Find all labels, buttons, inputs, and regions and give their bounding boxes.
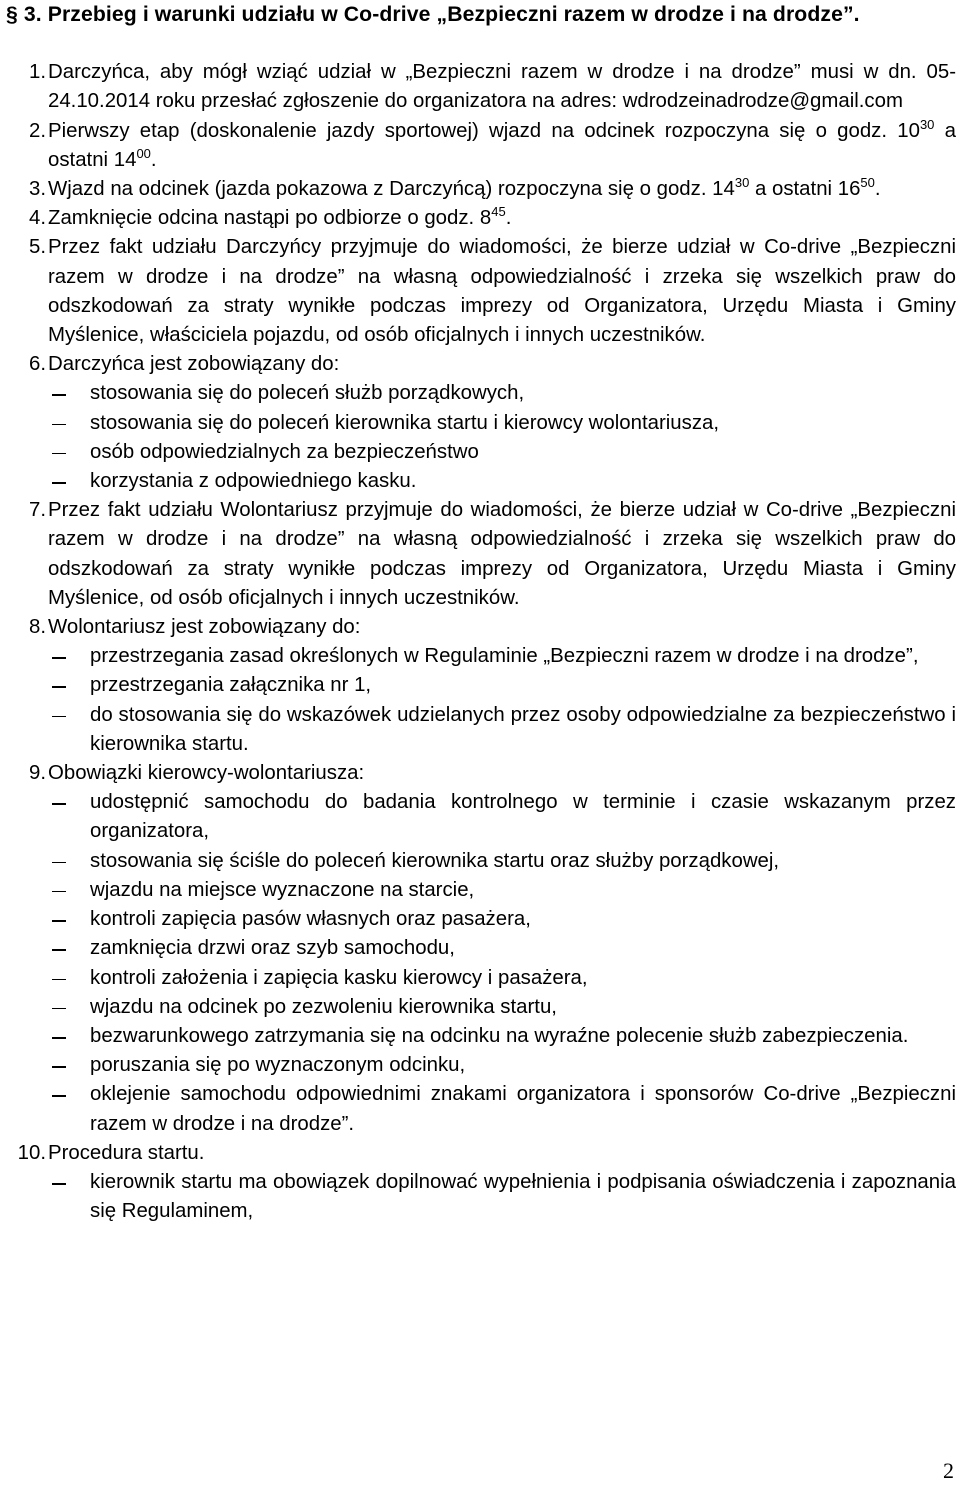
list-item [6,350,956,496]
item-number: 7. [28,499,46,522]
list-item [6,117,956,175]
list-item [6,1139,956,1227]
item-text: Przez fakt udziału Darczyńcy przyjmuje do wiadomości, że bierze udział w Co-drive „Bezpieczni razem w drodze i na drodze” na własną odpowiedzialność i zrzeka się wszelkich praw do odszkodowań za straty wynikłe podczas imprezy od Organizatora, Urzędu Miasta i Gminy Myślenice, właściciela pojazdu, od osób oficjalnych i innych uczestników. [48,236,956,347]
dash-item: kierownik startu ma obowiązek dopilnować wypełnienia i podpisania oświadczenia i zapoznania się Regulaminem, [90,1170,956,1223]
dash-item: przestrzegania załącznika nr 1, [90,674,372,697]
list-item [6,759,956,1139]
item-text: Wolontariusz jest zobowiązany do: [48,616,361,639]
list-item [6,233,956,350]
regulation-list [6,58,956,1226]
item-number: 5. [28,236,46,259]
list-item [6,175,956,204]
item-number: 3. [28,178,46,201]
dash-item: zamknięcia drzwi oraz szyb samochodu, [90,937,455,960]
item-number: 4. [28,207,46,230]
item-text: Zamknięcie odcina nastąpi po odbiorze o godz. $8^{45}$. [48,204,512,230]
dash-item: wjazdu na miejsce wyznaczone na starcie, [90,878,475,901]
dash-item: do stosowania się do wskazówek udzielanych przez osoby odpowiedzialne za bezpieczeństwo i kierownika startu. [90,703,956,755]
dash-item: osób odpowiedzialnych za bezpieczeństwo [90,440,479,463]
item-number: 1. [28,61,46,84]
item-number: 9. [28,762,46,785]
dash-item: wjazdu na odcinek po zezwoleniu kierownika startu, [90,995,557,1018]
dash-list [48,379,956,496]
dash-item: kontroli zapięcia pasów własnych oraz pasażera, [90,908,531,931]
dash-item: stosowania się do poleceń służb porządkowych, [90,382,525,405]
dash-item: kontroli założenia i zapięcia kasku kierowcy i pasażera, [90,966,588,989]
item-text: Pierwszy etap (doskonalenie jazdy sportowej) wjazd na odcinek rozpoczyna się o godz. $10^{30}$ a ostatni $14^{00}$. [48,116,956,171]
list-item [6,496,956,613]
list-item [6,58,956,116]
dash-item: stosowania się do poleceń kierownika startu i kierowcy wolontariusza, [90,411,720,434]
page-number: 2 [943,1457,954,1483]
item-text: Wjazd na odcinek (jazda pokazowa z Darczyńcą) rozpoczyna się o godz. $14^{30}$ a ostatni $16^{50}$. [48,175,881,201]
section-heading: § 3. Przebieg i warunki udziału w Co-drive „Bezpieczni razem w drodze i na drodze”. [6,3,860,26]
dash-item: oklejenie samochodu odpowiednimi znakami organizatora i sponsorów Co-drive „Bezpieczni razem w drodze i na drodze”. [90,1083,956,1135]
dash-item: bezwarunkowego zatrzymania się na odcinku na wyraźne polecenie służb zabezpieczenia. [90,1024,909,1047]
item-number: 8. [28,616,46,639]
heading-spacer [6,29,956,58]
list-item [6,204,956,233]
item-text: Przez fakt udziału Wolontariusz przyjmuje do wiadomości, że bierze udział w Co-drive „Bezpieczni razem w drodze i na drodze” na własną odpowiedzialność i zrzeka się wszelkich praw do odszkodowań za straty wynikłe podczas imprezy od Organizatora, Urzędu Miasta i Gminy Myślenice, od osób oficjalnych i innych uczestników. [48,499,956,609]
item-number: 10. [17,1141,46,1164]
dash-item: poruszania się po wyznaczonym odcinku, [90,1054,466,1077]
dash-list [48,642,956,759]
list-item [6,613,956,759]
dash-list [48,1168,956,1226]
item-text: Darczyńca jest zobowiązany do: [48,353,340,376]
item-text: Obowiązki kierowcy-wolontariusza: [48,762,365,785]
dash-item: stosowania się ściśle do poleceń kierownika startu oraz służby porządkowej, [90,849,780,872]
dash-item: przestrzegania zasad określonych w Regulaminie „Bezpieczni razem w drodze i na drodze”, [90,645,919,668]
dash-item: korzystania z odpowiedniego kasku. [90,470,417,493]
item-text: Procedura startu. [48,1141,205,1164]
item-text: Darczyńca, aby mógł wziąć udział w „Bezpieczni razem w drodze i na drodze” musi w dn. 05-24.10.2014 roku przesłać zgłoszenie do organizatora na adres: wdrodzeinadrodze@gmail.com [48,61,956,113]
item-number: 2. [28,119,46,142]
dash-list [48,788,956,1138]
dash-item: udostępnić samochodu do badania kontrolnego w terminie i czasie wskazanym przez organizatora, [90,791,956,843]
item-number: 6. [28,353,46,376]
